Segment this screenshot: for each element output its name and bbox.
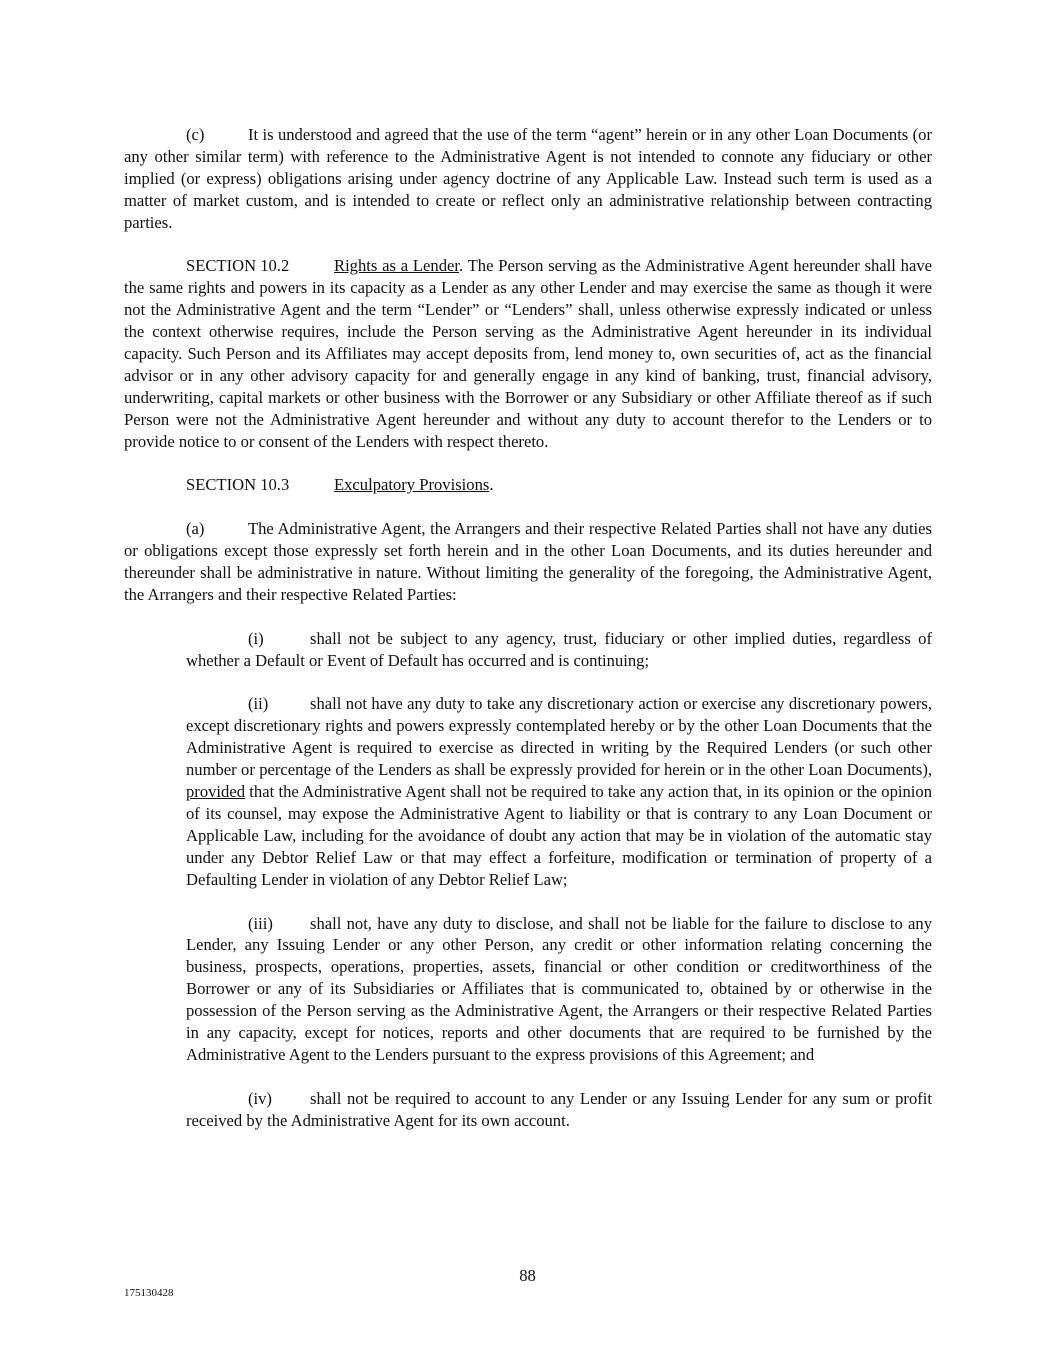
section-10-2-number: SECTION 10.2 — [186, 256, 290, 276]
clause-iv-text: shall not be required to account to any Lender or any Issuing Lender for any sum or profit received by the Administrative Agent for its own account. — [186, 1088, 932, 1130]
page-number: 88 — [519, 1266, 536, 1285]
clause-iii-text: shall not, have any duty to disclose, and shall not be liable for the failure to disclose to any Lender, any Issuing Lender or any other Person, any credit or other information relating concerning the business, prospects, operations, properties, assets, financial or other condition or creditworthiness of the Borrower or any of its Subsidiaries or Affiliates that is communicated to, obtained by or otherwise in the possession of the Person serving as the Administrative Agent, the Arrangers or their respective Related Parties in any capacity, except for notices, reports and other documents that are required to be furnished by the Administrative Agent to the Lenders pursuant to the express provisions of this Agreement; and — [186, 913, 932, 1064]
clause-iii-label: (iii) — [248, 913, 273, 933]
paragraph-c-label: (c) — [186, 125, 205, 144]
section-10-3-heading — [124, 474, 932, 496]
clause-ii-text-before: shall not have any duty to take any discretionary action or exercise any discretionary powers, except discretionary rights and powers expressly contemplated hereby or by the other Loan Documents that the Administrative Agent is required to exercise as directed in writing by the Required Lenders (or such other number or percentage of the Lenders as shall be expressly provided for herein or in the other Loan Documents), — [186, 694, 932, 780]
clause-iv-label: (iv) — [248, 1088, 272, 1108]
clause-ii-label: (ii) — [248, 694, 269, 714]
clause-i-text: shall not be subject to any agency, trust, fiduciary or other implied duties, regardless of whether a Default or Event of Default has occurred and is continuing; — [186, 628, 932, 670]
section-10-3-title: Exculpatory Provisions — [334, 475, 490, 495]
clause-ii — [186, 693, 932, 890]
section-10-3-number: SECTION 10.3 — [186, 475, 290, 495]
clause-ii-text-after: that the Administrative Agent shall not be required to take any action that, in its opinion or the opinion of its counsel, may expose the Administrative Agent to liability or that is contrary to any Loan Document or Applicable Law, including for the avoidance of doubt any action that may be in violation of the automatic stay under any Debtor Relief Law or that may effect a forfeiture, modification or termination of property of a Defaulting Lender in violation of any Debtor Relief Law; — [186, 782, 932, 889]
document-id: 175130428 — [124, 1287, 174, 1299]
document-body — [124, 124, 932, 1132]
section-10-3-title-period: . — [489, 475, 494, 495]
section-10-2 — [124, 255, 932, 452]
paragraph-a-label: (a) — [186, 519, 205, 539]
paragraph-a-text: The Administrative Agent, the Arrangers and their respective Related Parties shall not have any duties or obligations except those expressly set forth herein and in the other Loan Documents, and its duties hereunder and thereunder shall be administrative in nature. Without limiting the generality of the foregoing, the Administrative Agent, the Arrangers and their respective Related Parties: — [124, 519, 932, 604]
section-10-2-text: The Person serving as the Administrative Agent hereunder shall have the same rights and powers in its capacity as a Lender as any other Lender and may exercise the same as though it were not the Administrative Agent and the term “Lender” or “Lenders” shall, unless otherwise expressly indicated or unless the context otherwise requires, include the Person serving as the Administrative Agent hereunder in its individual capacity. Such Person and its Affiliates may accept deposits from, lend money to, own securities of, act as the financial advisor or in any other advisory capacity for and generally engage in any kind of banking, trust, financial advisory, underwriting, capital markets or other business with the Borrower or any Subsidiary or other Affiliate thereof as if such Person were not the Administrative Agent hereunder and without any duty to account therefor to the Lenders or to provide notice to or consent of the Lenders with respect thereto. — [124, 256, 932, 451]
clause-i — [186, 628, 932, 672]
clause-iii — [186, 913, 932, 1066]
paragraph-c — [124, 124, 932, 234]
clause-i-label: (i) — [248, 628, 264, 648]
paragraph-c-text: It is understood and agreed that the use of the term “agent” herein or in any other Loan Documents (or any other similar term) with reference to the Administrative Agent is not intended to connote any fiduciary or other implied (or express) obligations arising under agency doctrine of any Applicable Law. Instead such term is used as a matter of market custom, and is intended to create or reflect only an administrative relationship between contracting parties. — [124, 125, 932, 232]
clause-iv — [186, 1088, 932, 1132]
paragraph-a — [124, 518, 932, 606]
section-10-2-title-period: . — [459, 256, 464, 276]
section-10-2-title: Rights as a Lender — [334, 256, 459, 276]
clause-ii-provided: provided — [186, 782, 245, 802]
